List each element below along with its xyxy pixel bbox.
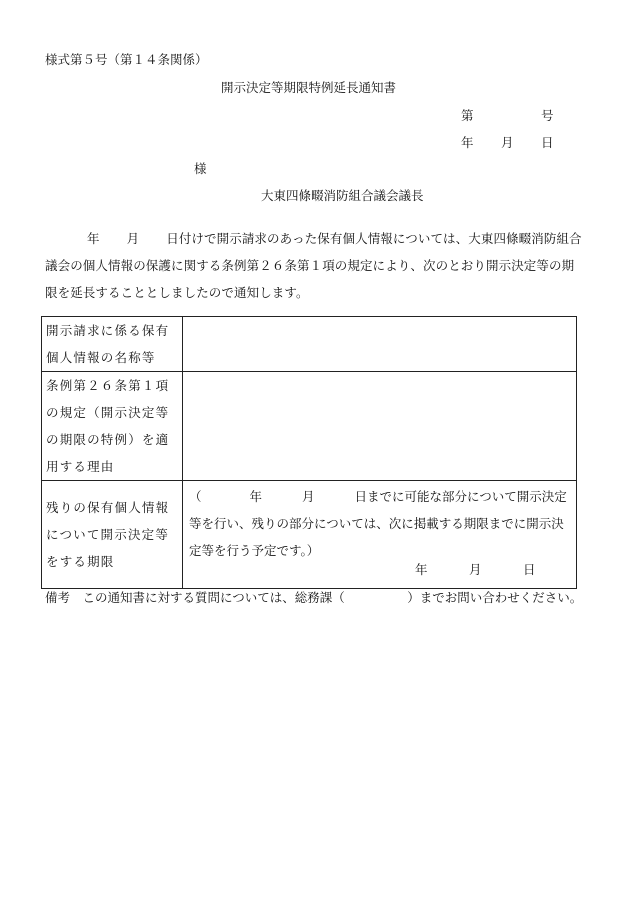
deadline-label: 残りの保有個人情報について開示決定等をする期限: [42, 481, 183, 589]
notice-body: [45, 225, 583, 306]
sender-name: 大東四條畷消防組合議会議長: [261, 188, 424, 203]
issue-date-day: 日: [541, 135, 554, 150]
body-year-label: 年: [87, 231, 100, 246]
final-deadline-day: 日: [523, 562, 536, 577]
deadline-text: 日までに可能な部分について開示決定等を行い、残りの部分については、次に掲載する期限までに開示決定等を行う予定です。）: [189, 489, 567, 558]
deadline-open-paren: （: [189, 489, 202, 504]
form-number: 様式第５号（第１４条関係）: [45, 52, 208, 67]
document-title: 開示決定等期限特例延長通知書: [221, 80, 397, 95]
reason-value: [183, 372, 577, 481]
deadline-year-label: 年: [249, 489, 263, 504]
body-month-label: 月: [126, 231, 140, 246]
remarks-note: 備考 この通知書に対する質問については、総務課（ ）までお問い合わせください。: [45, 590, 583, 605]
final-deadline-year: 年: [415, 562, 428, 577]
details-table: [41, 316, 577, 589]
issue-date-year: 年: [461, 135, 474, 150]
deadline-value: [183, 481, 577, 589]
reference-number-suffix: 号: [541, 108, 554, 123]
body-text: 日付けで開示請求のあった保有個人情報については、大東四條畷消防組合議会の個人情報の保護に関する条例第２６条第１項の規定により、次のとおり開示決定等の期限を延長することとしましたので通知します。: [45, 231, 582, 300]
reference-number-prefix: 第: [461, 108, 474, 123]
table-row: [42, 317, 577, 372]
info-name-value: [183, 317, 577, 372]
recipient-honorific: 様: [194, 161, 207, 176]
reason-label: 条例第２６条第１項の規定（開示決定等の期限の特例）を適用する理由: [42, 372, 183, 481]
info-name-label: 開示請求に係る保有個人情報の名称等: [42, 317, 183, 372]
table-row: [42, 372, 577, 481]
final-deadline-month: 月: [469, 562, 482, 577]
table-row: [42, 481, 577, 589]
issue-date-month: 月: [501, 135, 514, 150]
deadline-month-label: 月: [302, 489, 315, 504]
